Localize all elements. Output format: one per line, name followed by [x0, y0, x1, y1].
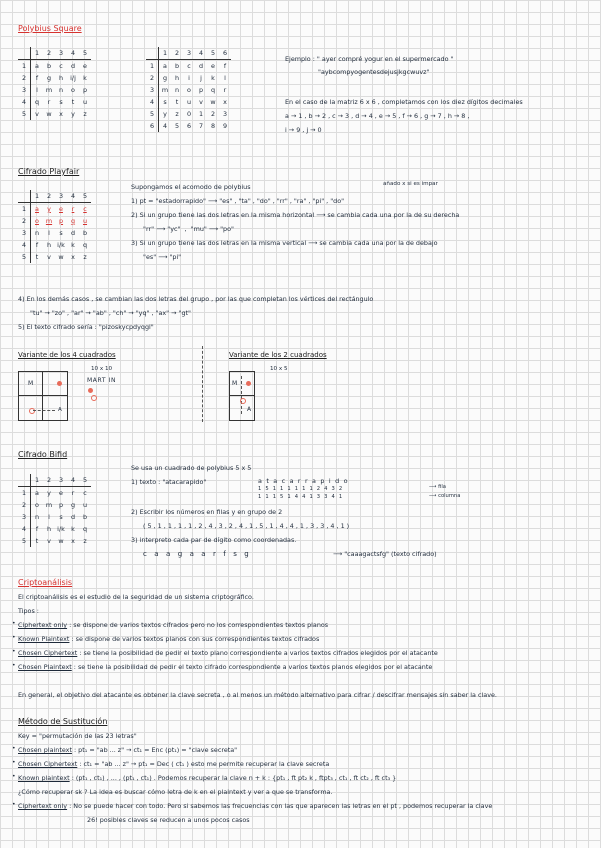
playfair-intro: Supongamos el acomodo de polybius	[131, 183, 251, 191]
cripto-type-term: Chosen Plaintext	[18, 663, 72, 671]
square-row	[18, 251, 91, 263]
polybius-example-line1: Ejemplo : " ayer compré yogur en el supermercado "	[285, 55, 454, 63]
playfair-step3-ex-a: "es"	[143, 253, 157, 261]
square-cell: w	[58, 252, 64, 261]
bifid-title: Cifrado Bifid	[18, 450, 68, 459]
cripto-type-text: : se dispone de varios textos cifrados pero no los correspondientes textos planos	[69, 621, 329, 629]
square-index-cell: 5	[18, 108, 31, 120]
square-cell: b	[82, 512, 88, 521]
playfair-title: Cifrado Playfair	[18, 167, 80, 176]
variant-2-dim: 10 x 5	[270, 366, 288, 372]
square-row	[18, 60, 91, 73]
square-cell: c	[59, 61, 63, 70]
square-cell: p	[198, 85, 204, 94]
cripto-type-text: : se tiene la posibilidad de pedir el texto cifrado correspondiente a varios textos planos elegidos por el atacante	[73, 663, 433, 671]
marker-m: M	[28, 380, 34, 387]
square-cell: d	[70, 512, 76, 521]
square-index-cell: 1	[31, 47, 44, 60]
square-cell: h	[58, 73, 64, 82]
playfair-step3-ex-b: "pi"	[169, 253, 182, 261]
two-square-grid	[229, 371, 255, 421]
sustitucion-line5-text: : No se puede hacer con todo. Pero si sabemos las frecuencias con las que aparecen las letras en el pt , podemos recuperar la clave	[69, 802, 493, 810]
square-header-row	[18, 47, 91, 60]
square-cell: n	[34, 228, 40, 237]
square-cell: x	[59, 109, 63, 118]
playfair-square	[18, 190, 91, 263]
marker-a: A	[247, 406, 252, 413]
square-index-cell: 4	[18, 239, 31, 251]
polybius-note-line1: En el caso de la matriz 6 x 6 , completamos con los diez dígitos decimales	[285, 98, 523, 106]
marker-a: A	[58, 407, 62, 413]
bifid-label-fila	[429, 485, 446, 490]
bullet-icon: •	[12, 662, 16, 669]
square-index-cell: 2	[43, 47, 55, 60]
square-cell: h	[46, 240, 52, 249]
square-index-cell	[146, 47, 159, 60]
square-cell: 4	[162, 121, 168, 130]
square-row	[18, 108, 91, 120]
square-cell: z	[83, 536, 87, 545]
sustitucion-line6: 26! posibles claves se reducen a unos pocos casos	[87, 816, 250, 824]
sustitucion-line1-text: : pt₁ = "ab ... z" → ct₁ = Enc (pt₁) = "clave secreta"	[74, 746, 238, 754]
square-cell: 2	[210, 109, 216, 118]
playfair-step3-action: se cambia cada una por la de debajo	[319, 239, 438, 247]
bifid-step3-result-text: "caaagactsfg" (texto cifrado)	[344, 550, 437, 558]
square-cell: v	[199, 97, 203, 106]
square-index-cell: 1	[18, 60, 31, 73]
square-row	[18, 239, 91, 251]
square-index-cell: 2	[171, 47, 183, 60]
square-index-cell: 1	[31, 190, 44, 203]
arrow-right-icon: ⟶	[158, 253, 170, 261]
variant-2-squares-title: Variante de los 2 cuadrados	[229, 351, 327, 359]
square-cell: t	[175, 97, 179, 106]
square-index-cell: 4	[67, 190, 79, 203]
square-cell: y	[47, 488, 51, 497]
square-cell: 6	[186, 121, 192, 130]
square-index-cell: 2	[18, 72, 31, 84]
bifid-step3-letters: c a a g a a r f s g	[143, 550, 252, 558]
square-cell: n	[34, 512, 40, 521]
playfair-step1-pairs: "es" , "ta" , "do" , "rr" , "ra" , "pi" , "do"	[219, 197, 345, 205]
square-cell: p	[82, 85, 88, 94]
variant-4-dim: 10 x 10	[91, 366, 113, 372]
square-cell: l	[224, 73, 226, 82]
arrow-right-icon: ⟶	[208, 197, 220, 205]
square-cell: 0	[186, 109, 192, 118]
marker-m: M	[232, 380, 238, 387]
playfair-step2-ex-c: "mu"	[190, 225, 207, 233]
square-index-cell: 3	[18, 84, 31, 96]
square-cell: 3	[222, 109, 228, 118]
square-cell: c	[83, 204, 87, 213]
square-cell: b	[46, 61, 52, 70]
square-cell: c	[187, 61, 191, 70]
bifid-step2-seq: ( 5 , 1 , 1 , 1 , 1 , 2 , 4 , 3 , 2 , 4 , 1 , 5 , 1 , 4 , 4 , 1 , 3 , 3 , 4 , 1 )	[143, 522, 350, 530]
playfair-step2-action: se cambia cada una por la de su derecha	[327, 211, 460, 219]
square-header-row	[18, 190, 91, 203]
cripto-type-text: : se dispone de varios textos planos con sus correspondientes textos cifrados	[71, 635, 320, 643]
section-divider	[202, 346, 203, 422]
square-cell: l	[48, 512, 50, 521]
cripto-type-item	[18, 650, 438, 656]
square-row	[18, 215, 91, 227]
square-header-row	[146, 47, 231, 60]
square-cell: t	[71, 97, 75, 106]
sustitucion-line2	[18, 761, 329, 767]
square-cell: s	[59, 512, 63, 521]
square-cell: g	[46, 73, 52, 82]
square-row	[146, 60, 231, 73]
square-cell: d	[70, 228, 76, 237]
arrow-right-icon: ⟶	[208, 225, 221, 233]
square-index-cell: 4	[67, 47, 79, 60]
square-cell: p	[58, 216, 64, 225]
square-cell: r	[71, 204, 75, 213]
square-cell: r	[71, 488, 75, 497]
arrow-right-icon: ⟶	[308, 239, 320, 247]
square-cell: x	[71, 536, 75, 545]
square-cell: v	[35, 109, 39, 118]
bifid-label-col-text: columna	[438, 493, 461, 499]
playfair-step3-rule: 3) Si un grupo tiene las dos letras en la misma vertical	[131, 239, 307, 247]
square-index-cell: 1	[159, 47, 172, 60]
playfair-step2-ex-b: "yc"	[167, 225, 181, 233]
square-cell: u	[82, 500, 88, 509]
position-dot	[88, 388, 93, 393]
position-ring	[91, 395, 97, 401]
sustitucion-line1	[18, 747, 237, 753]
sustitucion-line2-term: Chosen Ciphertext	[18, 760, 78, 768]
square-row	[18, 227, 91, 239]
square-index-cell: 5	[79, 47, 91, 60]
square-index-cell: 3	[18, 227, 31, 239]
square-index-cell: 2	[18, 499, 31, 511]
square-cell: 9	[222, 121, 228, 130]
square-cell: h	[46, 524, 52, 533]
square-row	[18, 96, 91, 108]
square-index-cell: 2	[43, 474, 55, 487]
bifid-step2: 2) Escribir los números en filas y en grupo de 2	[131, 508, 283, 516]
bullet-icon: •	[12, 759, 16, 766]
square-index-cell: 3	[55, 474, 67, 487]
sustitucion-line5-term: Ciphertext only	[18, 802, 68, 810]
playfair-step2-rule: 2) Si un grupo tiene las dos letras en la misma horizontal	[131, 211, 315, 219]
dashed-link	[241, 376, 242, 414]
square-cell: v	[47, 536, 51, 545]
cripto-type-item	[18, 622, 328, 628]
bullet-icon: •	[12, 648, 16, 655]
square-cell: o	[71, 85, 75, 94]
cripto-definition: El criptoanálisis es el estudio de la seguridad de un sistema criptográfico.	[18, 593, 254, 601]
square-cell: k	[71, 524, 75, 533]
martin-text: MART IN	[87, 377, 117, 384]
bullet-icon: •	[12, 620, 16, 627]
bifid-label-col	[429, 494, 460, 499]
cripto-type-item	[18, 664, 432, 670]
square-cell: c	[83, 488, 87, 497]
sustitucion-line5	[18, 803, 492, 809]
square-cell: u	[82, 97, 88, 106]
cripto-type-text: : se tiene la posibilidad de pedir el texto plano correspondiente a varios textos cifrados elegidos por el atacante	[79, 649, 438, 657]
square-cell: m	[45, 216, 53, 225]
cripto-type-term: Known Plaintext	[18, 635, 70, 643]
square-cell: d	[70, 61, 76, 70]
square-index-cell: 1	[31, 474, 44, 487]
square-cell: s	[163, 97, 167, 106]
square-row	[18, 487, 91, 500]
square-cell: 5	[174, 121, 180, 130]
bifid-letters: a t a c a r r a p i d o	[258, 477, 349, 485]
polybius-note-line3: i → 9 , j → 0	[285, 126, 322, 134]
square-row	[18, 72, 91, 84]
square-index-cell: 6	[219, 47, 231, 60]
bifid-square	[18, 474, 91, 547]
square-cell: t	[35, 252, 39, 261]
square-cell: k	[83, 73, 87, 82]
square-cell: e	[211, 61, 215, 70]
square-cell: d	[198, 61, 204, 70]
square-row	[146, 96, 231, 108]
square-cell: o	[35, 216, 39, 225]
playfair-step4-examples: "tu" → "zo" , "ar" → "ab" , "ch" → "yq" , "ax" → "gt"	[30, 309, 191, 317]
square-row	[18, 535, 91, 547]
square-cell: 8	[210, 121, 216, 130]
position-dot	[246, 381, 251, 386]
square-index-cell: 4	[18, 523, 31, 535]
square-row	[18, 511, 91, 523]
polybius-square-6x6	[146, 47, 231, 132]
square-cell: z	[175, 109, 179, 118]
arrow-right-icon: ⟶	[156, 225, 168, 233]
playfair-step2-ex-a: "rr"	[143, 225, 155, 233]
square-index-cell: 6	[146, 120, 159, 132]
position-ring	[29, 408, 35, 414]
square-index-cell: 4	[195, 47, 207, 60]
square-cell: m	[45, 500, 53, 509]
square-header-row	[18, 474, 91, 487]
square-cell: w	[210, 97, 216, 106]
bifid-row-col: 1 1 1 5 1 4 4 1 3 3 4 1	[258, 494, 344, 500]
square-cell: r	[47, 97, 51, 106]
playfair-step2-ex-d: "po"	[220, 225, 234, 233]
square-cell: g	[70, 500, 76, 509]
square-cell: w	[46, 109, 52, 118]
square-index-cell: 5	[18, 535, 31, 547]
square-cell: 1	[198, 109, 204, 118]
polybius-example-line2: "aybcompyogentesdejusjkgcwuvz"	[318, 68, 430, 76]
square-row	[146, 108, 231, 120]
square-index-cell: 5	[146, 108, 159, 120]
square-cell: b	[174, 61, 180, 70]
square-index-cell: 4	[146, 96, 159, 108]
square-cell: u	[82, 216, 88, 225]
sustitucion-line3-text: : (pt₁ , ct₁) , ... , (pt₁ , ct₁) . Podemos recuperar la clave n + k : {pt₁ , ft pt₂ k , ftpt₃ , ct₁ , ft ct₂ , ft ct₃ }	[71, 774, 397, 782]
playfair-step3-examples	[143, 254, 181, 260]
square-cell: z	[83, 252, 87, 261]
square-index-cell: 2	[18, 215, 31, 227]
square-cell: h	[174, 73, 180, 82]
bifid-intro: Se usa un cuadrado de polybius 5 x 5	[131, 464, 252, 472]
square-index-cell: 5	[18, 251, 31, 263]
square-cell: 7	[198, 121, 204, 130]
square-cell: b	[82, 228, 88, 237]
square-row	[146, 120, 231, 132]
square-index-cell: 5	[79, 474, 91, 487]
bifid-step1: 1) texto : "atacarapido"	[131, 478, 207, 486]
cripto-type-term: Ciphertext only	[18, 621, 68, 629]
square-cell: a	[35, 488, 39, 497]
playfair-step3	[131, 240, 438, 246]
square-index-cell: 4	[67, 474, 79, 487]
square-index-cell: 3	[55, 47, 67, 60]
arrow-right-icon: ⟶	[316, 211, 328, 219]
square-cell: k	[71, 240, 75, 249]
square-cell: q	[82, 240, 88, 249]
bifid-step3-result	[333, 551, 437, 557]
playfair-margin-note: añado x si es impar	[383, 181, 438, 187]
square-row	[146, 84, 231, 96]
square-index-cell: 3	[18, 511, 31, 523]
square-cell: u	[186, 97, 192, 106]
cripto-type-item	[18, 636, 319, 642]
square-index-cell: 4	[18, 96, 31, 108]
cripto-title: Criptoanálisis	[18, 578, 73, 587]
sustitucion-title: Método de Sustitución	[18, 717, 108, 726]
square-cell: x	[71, 252, 75, 261]
arrow-right-icon: ⟶	[333, 550, 345, 558]
square-row	[18, 523, 91, 535]
sustitucion-line1-term: Chosen plaintext	[18, 746, 72, 754]
square-cell: g	[70, 216, 76, 225]
sustitucion-line2-text: : ct₁ = "ab ... z" → pt₁ = Dec ( ct₁ ) esto me permite recuperar la clave secreta	[79, 760, 330, 768]
square-index-cell: 3	[55, 190, 67, 203]
square-index-cell: 1	[146, 60, 159, 73]
square-cell: g	[162, 73, 168, 82]
square-cell: e	[83, 61, 87, 70]
playfair-step2-examples: "rr" ⟶ "yc" , "mu" ⟶ "po"	[143, 225, 234, 233]
square-index-cell: 1	[18, 203, 31, 216]
square-cell: q	[34, 97, 40, 106]
square-cell: k	[211, 73, 215, 82]
square-cell: f	[35, 240, 39, 249]
square-cell: y	[71, 109, 75, 118]
square-cell: o	[187, 85, 191, 94]
square-cell: z	[83, 109, 87, 118]
sustitucion-line3-term: Known plaintext	[18, 774, 70, 782]
bifid-row-fila: 1 5 1 1 1 1 1 1 2 4 3 2	[258, 486, 344, 492]
bullet-icon: •	[12, 745, 16, 752]
polybius-note-line2: a → 1 , b → 2 , c → 3 , d → 4 , e → 5 , f → 6 , g → 7 , h → 8 ,	[285, 112, 470, 120]
square-cell: j	[200, 73, 202, 82]
square-index-cell	[18, 190, 31, 203]
cripto-general: En general, el objetivo del atacante es obtener la clave secreta , o al menos un método alternativo para cifrar / descifrar mensajes sin saber la clave.	[18, 691, 497, 699]
bifid-label-fila-text: fila	[438, 484, 446, 490]
square-cell: q	[82, 524, 88, 533]
playfair-step1	[131, 198, 344, 204]
square-row	[18, 203, 91, 216]
square-row	[18, 84, 91, 96]
square-index-cell: 5	[79, 190, 91, 203]
square-cell: o	[35, 500, 39, 509]
square-cell: a	[35, 204, 39, 213]
square-cell: a	[35, 61, 39, 70]
position-dot	[57, 381, 62, 386]
square-cell: s	[59, 228, 63, 237]
bullet-icon: •	[12, 773, 16, 780]
square-cell: l	[48, 228, 50, 237]
playfair-step5: 5) El texto cifrado sería : "pizoskycpdyqgl"	[18, 323, 154, 331]
square-cell: w	[58, 536, 64, 545]
square-cell: f	[35, 524, 39, 533]
polybius-title: Polybius Square	[18, 24, 82, 33]
square-index-cell	[18, 47, 31, 60]
square-row	[146, 72, 231, 84]
square-cell: m	[45, 85, 53, 94]
square-cell: f	[223, 61, 227, 70]
square-row	[18, 499, 91, 511]
square-cell: v	[47, 252, 51, 261]
square-cell: i/j	[70, 73, 76, 82]
arrow-right-icon: ⟶	[429, 484, 439, 490]
square-index-cell: 5	[207, 47, 219, 60]
polybius-square-5x5	[18, 47, 91, 120]
arrow-right-icon: ⟶	[429, 493, 439, 499]
square-cell: e	[59, 488, 63, 497]
square-index-cell: 2	[43, 190, 55, 203]
square-cell: l	[36, 85, 38, 94]
cripto-type-term: Chosen Ciphertext	[18, 649, 78, 657]
square-index-cell	[18, 474, 31, 487]
square-cell: i/k	[57, 524, 65, 533]
square-cell: n	[174, 85, 180, 94]
square-cell: p	[58, 500, 64, 509]
square-cell: t	[35, 536, 39, 545]
square-cell: y	[163, 109, 167, 118]
square-index-cell: 3	[183, 47, 195, 60]
cripto-tipos: Tipos :	[18, 607, 39, 615]
square-cell: r	[223, 85, 227, 94]
variant-4-squares-title: Variante de los 4 cuadrados	[18, 351, 116, 359]
square-cell: i	[188, 73, 190, 82]
playfair-step4: 4) En los demás casos , se cambian las dos letras del grupo , por las que completan los vértices del rectángulo	[18, 295, 374, 303]
square-index-cell: 2	[146, 72, 159, 84]
bullet-icon: •	[12, 801, 16, 808]
bullet-icon: •	[12, 634, 16, 641]
square-cell: m	[161, 85, 169, 94]
square-cell: q	[210, 85, 216, 94]
square-cell: s	[59, 97, 63, 106]
square-cell: n	[58, 85, 64, 94]
sustitucion-line3	[18, 775, 396, 781]
square-cell: e	[59, 204, 63, 213]
sustitucion-line4: ¿Cómo recuperar sk ? La idea es buscar cómo letra de k en el plaintext y ver a que se transforma.	[18, 788, 333, 796]
dashed-link	[33, 410, 55, 411]
square-index-cell: 1	[18, 487, 31, 500]
position-ring	[240, 398, 246, 404]
square-cell: x	[223, 97, 227, 106]
bifid-step3: 3) interpreto cada par de dígito como coordenadas.	[131, 536, 297, 544]
square-index-cell: 3	[146, 84, 159, 96]
square-cell: f	[35, 73, 39, 82]
square-cell: y	[47, 204, 51, 213]
playfair-step1-input: 1) pt = "estadorrapido"	[131, 197, 206, 205]
sustitucion-key: Key = "permutación de las 23 letras"	[18, 732, 137, 740]
square-cell: i/k	[57, 240, 65, 249]
playfair-step2	[131, 212, 459, 218]
square-cell: a	[163, 61, 167, 70]
